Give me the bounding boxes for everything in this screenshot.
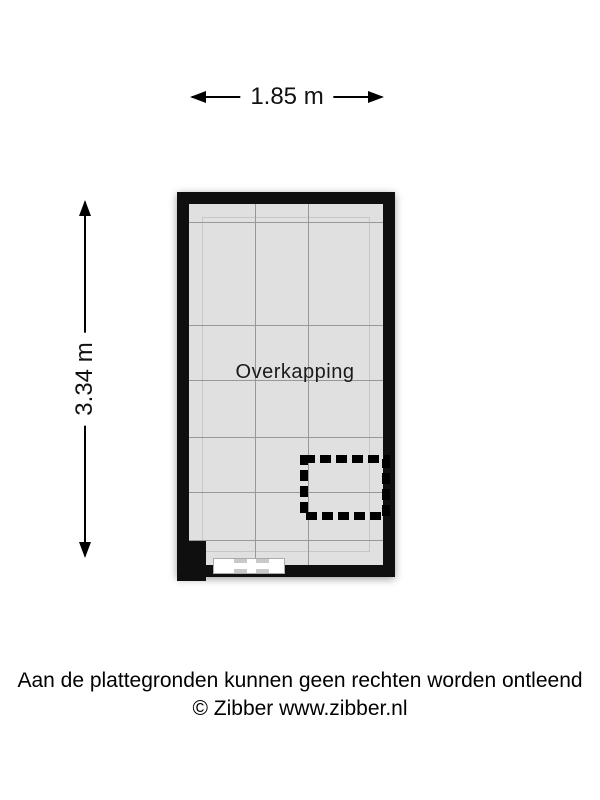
dashed-structure-outline <box>300 455 390 520</box>
grid-line <box>189 325 383 326</box>
window-mullion-icon <box>256 569 269 573</box>
floorplan <box>177 192 395 577</box>
room-label: Overkapping <box>235 361 355 383</box>
width-dimension <box>190 83 384 110</box>
window-mullion-icon <box>256 559 269 563</box>
grid-line <box>189 540 383 541</box>
grid-line <box>255 204 256 565</box>
height-dimension <box>71 200 98 558</box>
arrowhead-down-icon <box>79 542 91 558</box>
width-dimension-label: 1.85 m <box>240 83 333 111</box>
grid-line <box>189 437 383 438</box>
window-mullion-icon <box>234 559 247 563</box>
wall-corner-step <box>177 541 206 581</box>
grid-line <box>189 222 383 223</box>
window-mullion-icon <box>234 569 247 573</box>
disclaimer-text: Aan de plattegronden kunnen geen rechten worden ontleend <box>17 669 583 692</box>
window-icon <box>213 558 285 574</box>
height-dimension-label: 3.34 m <box>71 332 99 425</box>
arrowhead-right-icon <box>368 91 384 103</box>
copyright-text: © Zibber www.zibber.nl <box>192 697 408 720</box>
